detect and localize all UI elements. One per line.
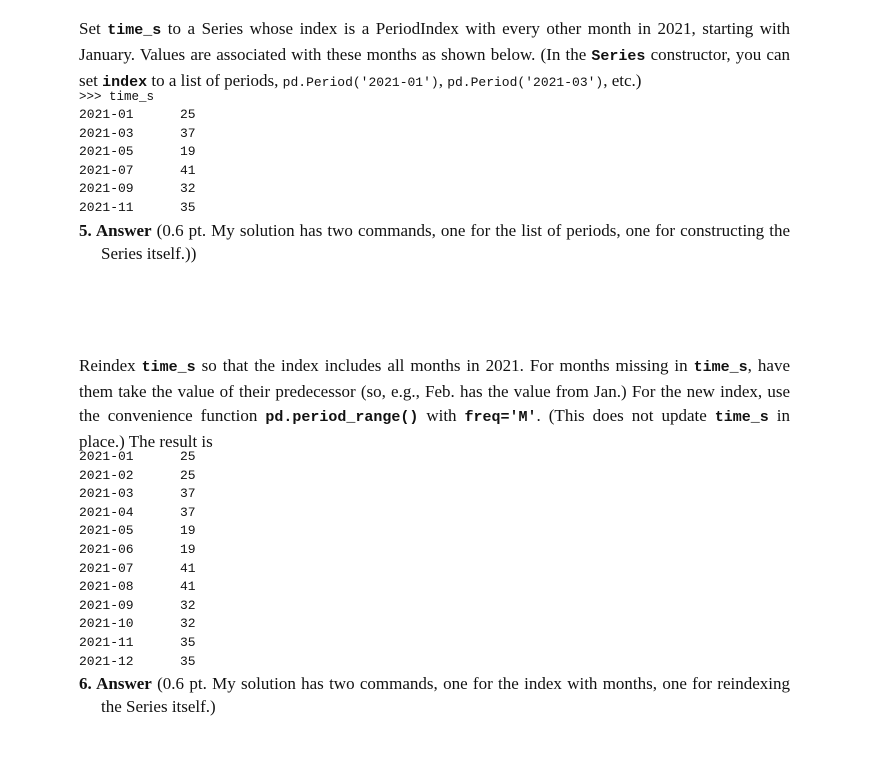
series-row bbox=[79, 504, 279, 523]
series-value: 37 bbox=[180, 504, 196, 520]
q5-intro-code-series: Series bbox=[591, 48, 646, 65]
series-value: 25 bbox=[180, 449, 196, 464]
q5-intro-code-period-1: pd.Period('2021-01') bbox=[282, 75, 439, 90]
q6-intro-code-time-s-2: time_s bbox=[693, 359, 748, 376]
q5-answer-label: 5. Answer bbox=[79, 221, 152, 240]
series-row bbox=[79, 467, 279, 486]
q6-intro-code-time-s-1: time_s bbox=[141, 359, 196, 376]
q6-intro-code-time-s-3: time_s bbox=[714, 409, 769, 426]
series-row bbox=[79, 615, 279, 634]
series-index: 2021-02 bbox=[79, 467, 134, 483]
series-row bbox=[79, 448, 279, 467]
series-value: 41 bbox=[180, 560, 196, 576]
q5-prompt: >>> time_s bbox=[79, 90, 155, 104]
series-row bbox=[79, 597, 279, 616]
series-value: 19 bbox=[180, 541, 196, 557]
series-row bbox=[79, 485, 279, 504]
series-row bbox=[79, 578, 279, 597]
series-row bbox=[79, 199, 279, 218]
series-index: 2021-01 bbox=[79, 107, 134, 122]
series-index: 2021-07 bbox=[79, 560, 134, 576]
series-index: 2021-09 bbox=[79, 181, 134, 197]
series-index: 2021-05 bbox=[79, 144, 134, 160]
series-value: 41 bbox=[180, 579, 196, 595]
series-value: 35 bbox=[180, 634, 196, 650]
series-index: 2021-11 bbox=[79, 634, 134, 650]
q5-series-output bbox=[79, 106, 279, 218]
q5-intro-paragraph bbox=[79, 17, 790, 95]
q6-answer-text: (0.6 pt. My solution has two commands, one for the index with months, one for reindexing the Series itself.) bbox=[101, 674, 790, 716]
q5-intro-text-6: , etc.) bbox=[603, 71, 642, 90]
series-value: 35 bbox=[180, 199, 196, 215]
series-index: 2021-01 bbox=[79, 449, 134, 464]
series-index: 2021-03 bbox=[79, 486, 134, 502]
series-row bbox=[79, 162, 279, 181]
series-row bbox=[79, 541, 279, 560]
series-value: 37 bbox=[180, 125, 196, 141]
q5-intro-text-4: to a list of periods, bbox=[147, 71, 283, 90]
q6-answer bbox=[79, 672, 790, 718]
q5-intro-code-period-2: pd.Period('2021-03') bbox=[447, 75, 604, 90]
q6-series-output bbox=[79, 448, 279, 671]
series-value: 25 bbox=[180, 467, 196, 483]
q6-intro-text-4: with bbox=[418, 406, 465, 425]
series-index: 2021-09 bbox=[79, 597, 134, 613]
q6-intro-text-2: so that the index includes all months in 2021. For months missing in bbox=[195, 356, 694, 375]
series-index: 2021-08 bbox=[79, 579, 134, 595]
q6-intro-code-freq: freq='M' bbox=[464, 409, 537, 426]
q5-answer bbox=[79, 219, 790, 265]
series-value: 32 bbox=[180, 597, 196, 613]
series-value: 37 bbox=[180, 486, 196, 502]
q6-intro-text-3: , have them take the value of their predecessor (so, e.g., Feb. has the value from Jan.) For the new index, use the convenience function bbox=[79, 356, 791, 425]
series-index: 2021-11 bbox=[79, 199, 134, 215]
series-index: 2021-12 bbox=[79, 653, 134, 669]
series-value: 35 bbox=[180, 653, 196, 669]
series-value: 41 bbox=[180, 162, 196, 178]
series-index: 2021-07 bbox=[79, 162, 134, 178]
q6-intro-paragraph bbox=[79, 354, 790, 454]
q5-intro-code-index: index bbox=[102, 74, 148, 91]
series-row bbox=[79, 653, 279, 672]
series-row bbox=[79, 125, 279, 144]
series-value: 32 bbox=[180, 181, 196, 197]
q5-intro-text-2: to a Series whose index is a PeriodIndex with every other month in 2021, starting with January. Values are associated with these months as shown below. (In the bbox=[79, 19, 790, 64]
q5-intro-text-1: Set bbox=[79, 19, 108, 38]
series-value: 32 bbox=[180, 616, 196, 632]
series-row bbox=[79, 106, 279, 125]
q5-intro-code-time-s: time_s bbox=[107, 22, 162, 39]
series-value: 19 bbox=[180, 144, 196, 160]
series-row bbox=[79, 560, 279, 579]
q5-intro-text-5: , bbox=[438, 71, 448, 90]
q6-answer-label: 6. Answer bbox=[79, 674, 152, 693]
q6-intro-code-period-range: pd.period_range() bbox=[265, 409, 419, 426]
series-index: 2021-05 bbox=[79, 523, 134, 539]
q5-answer-text: (0.6 pt. My solution has two commands, one for the list of periods, one for constructing the Series itself.)) bbox=[101, 221, 790, 263]
q6-intro-text-6: in place.) The result is bbox=[79, 406, 790, 451]
series-row bbox=[79, 634, 279, 653]
series-index: 2021-03 bbox=[79, 125, 134, 141]
series-value: 25 bbox=[180, 107, 196, 122]
series-row bbox=[79, 522, 279, 541]
q6-intro-text-1: Reindex bbox=[79, 356, 142, 375]
series-index: 2021-04 bbox=[79, 504, 134, 520]
q6-intro-text-5: . (This does not update bbox=[536, 406, 715, 425]
series-index: 2021-10 bbox=[79, 616, 134, 632]
q5-intro-text-3: constructor, you can set bbox=[79, 45, 790, 90]
series-row bbox=[79, 143, 279, 162]
series-index: 2021-06 bbox=[79, 541, 134, 557]
series-value: 19 bbox=[180, 523, 196, 539]
series-row bbox=[79, 180, 279, 199]
